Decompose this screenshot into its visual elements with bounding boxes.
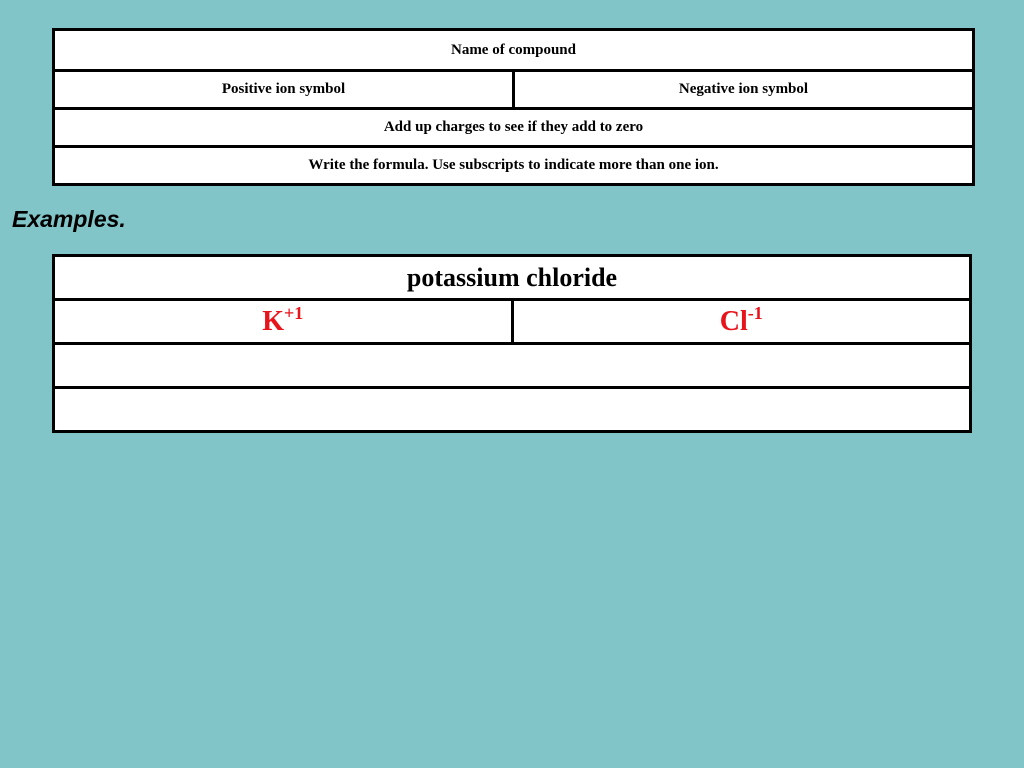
example-row-name (54, 256, 971, 300)
template-positive-ion-cell: Positive ion symbol (54, 71, 514, 109)
negative-ion-symbol: Cl (719, 305, 748, 337)
template-table (52, 28, 975, 186)
example-row-formula (54, 388, 971, 432)
template-formula-cell: Write the formula. Use subscripts to indicate more than one ion. (54, 147, 974, 185)
example-compound-name: potassium chloride (54, 256, 971, 300)
example-row-charges (54, 344, 971, 388)
positive-ion-charge: +1 (284, 302, 304, 323)
template-name-cell: Name of compound (54, 30, 974, 71)
example-positive-ion-cell (54, 300, 513, 344)
template-row-charges (54, 109, 974, 147)
example-table (52, 254, 972, 433)
template-negative-ion-cell: Negative ion symbol (514, 71, 974, 109)
positive-ion-symbol: K (262, 305, 284, 337)
example-row-ions (54, 300, 971, 344)
template-row-formula (54, 147, 974, 185)
example-charges-cell (54, 344, 971, 388)
positive-ion (262, 302, 304, 337)
example-negative-ion-cell (512, 300, 971, 344)
template-charges-cell: Add up charges to see if they add to zero (54, 109, 974, 147)
template-row-ions (54, 71, 974, 109)
examples-heading: Examples. (12, 206, 126, 232)
example-formula-cell (54, 388, 971, 432)
negative-ion-charge: -1 (747, 302, 763, 323)
negative-ion (719, 302, 763, 337)
template-row-name (54, 30, 974, 71)
